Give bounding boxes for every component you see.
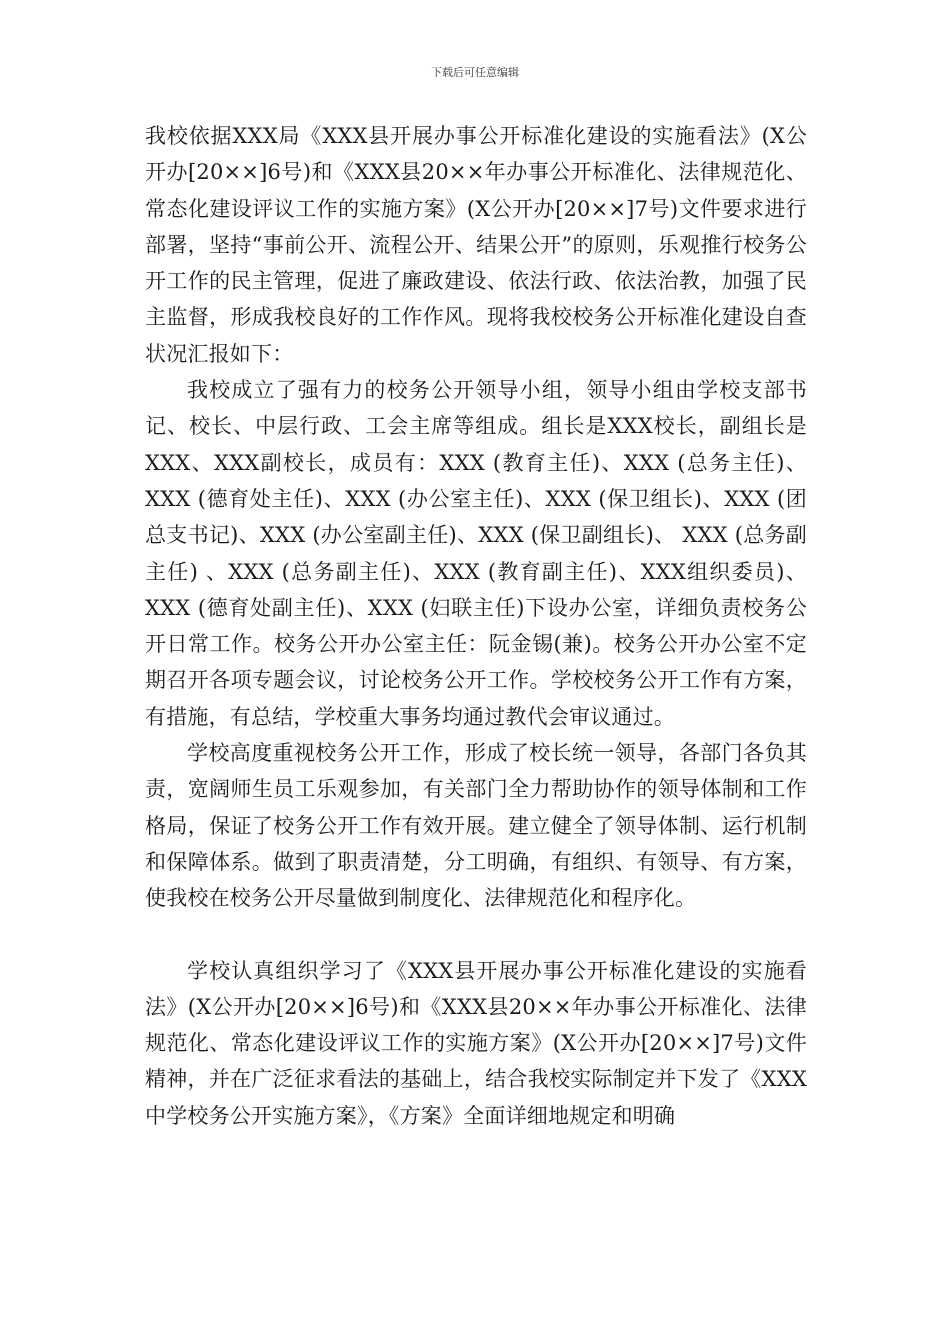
paragraph-intro: 我校依据XXX局《XXX县开展办事公开标准化建设的实施看法》(X公开办[20××]6号)和《XXX县20××年办事公开标准化、法律规范化、常态化建设评议工作的实施方案》(X公开办[20××]7号)文件要求进行部署，坚持“事前公开、流程公开、结果公开”的原则，乐观推行校务公开工作的民主管理，促进了廉政建设、依法行政、依法治教，加强了民主监督，形成我校良好的工作作风。现将我校校务公开标准化建设自查状况汇报如下： xyxy=(145,124,807,366)
paragraph-work-structure: 学校高度重视校务公开工作，形成了校长统一领导，各部门各负其责，宽阔师生员工乐观参加，有关部门全力帮助协作的领导体制和工作格局，保证了校务公开工作有效开展。建立健全了领导体制、运行机制和保障体系。做到了职责清楚，分工明确，有组织、有领导、有方案，使我校在校务公开尽量做到制度化、法律规范化和程序化。 xyxy=(145,741,807,911)
paragraph-leadership-group: 我校成立了强有力的校务公开领导小组，领导小组由学校支部书记、校长、中层行政、工会主席等组成。组长是XXX校长，副组长是XXX、XXX副校长，成员有：XXX (教育主任)、XXX (总务主任)、XXX (德育处主任)、XXX (办公室主任)、XXX (保卫组长)、XXX (团总支书记)、XXX (办公室副主任)、XXX (保卫副组长)、 XXX (总务副主任) 、XXX (总务副主任)、XXX (教育副主任)、XXX组织委员)、XXX (德育处副主任)、XXX (妇联主任)下设办公室，详细负责校务公开日常工作。校务公开办公室主任：阮金锡(兼)。校务公开办公室不定期召开各项专题会议，讨论校务公开工作。学校校务公开工作有方案，有措施，有总结，学校重大事务均通过教代会审议通过。 xyxy=(145,378,807,729)
document-body xyxy=(145,118,807,1134)
page-header-note: 下载后可任意编辑 xyxy=(431,66,519,79)
paragraph-study-plan: 学校认真组织学习了《XXX县开展办事公开标准化建设的实施看法》(X公开办[20××]6号)和《XXX县20××年办事公开标准化、法律规范化、常态化建设评议工作的实施方案》(X公开办[20××]7号)文件精神，并在广泛征求看法的基础上，结合我校实际制定并下发了《XXX中学校务公开实施方案》，《方案》全面详细地规定和明确 xyxy=(145,958,807,1128)
